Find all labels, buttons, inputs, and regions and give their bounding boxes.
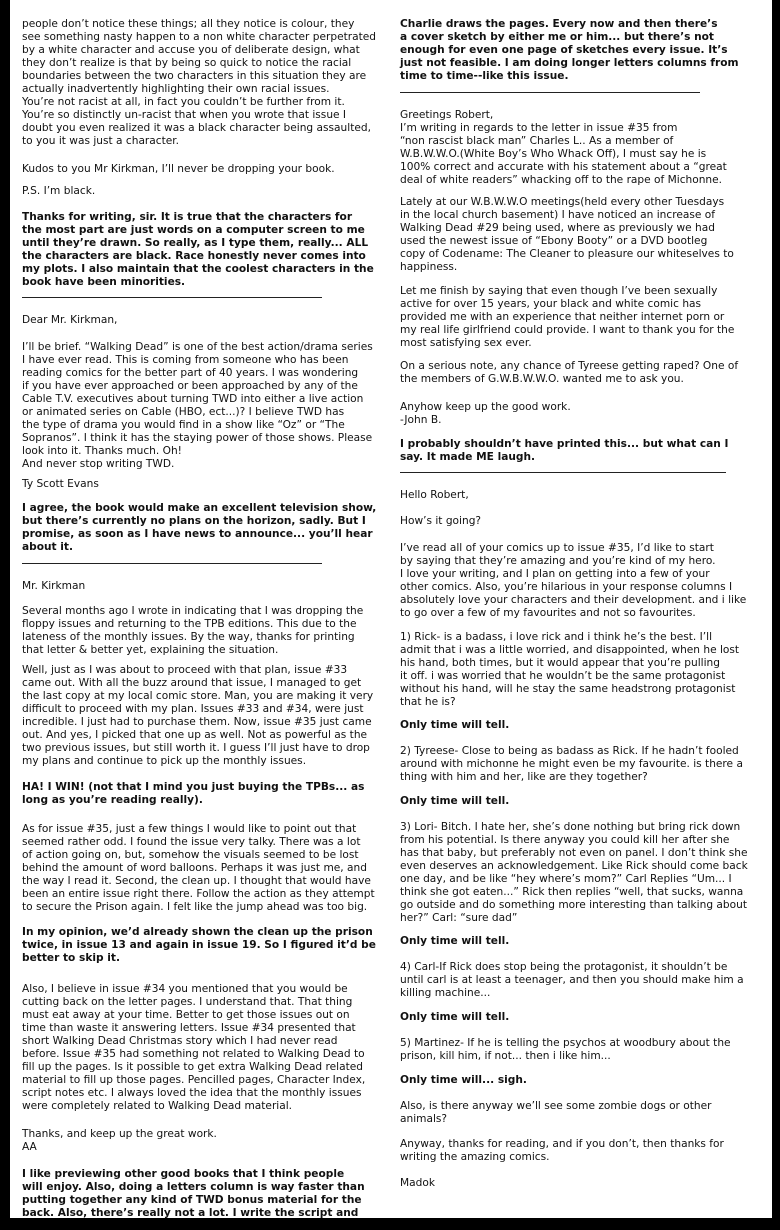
letter-paragraph: On a serious note, any chance of Tyreese getting raped? One of the members of G.W.B.W.W.O. wanted me to ask you.	[400, 360, 739, 385]
letter-paragraph: As for issue #35, just a few things I would like to point out that seemed rather odd. I found the issue very talky. There was a lot of action going on, but, somehow the visuals seemed to be lost behind the amount of word balloons. Perhaps it was just me, and the way I read it. Second, the clean up. I thought that would have been an entire issue right there. Follow the action as they attempt to secure the Prison again. I felt like the jump ahead was too big.	[22, 823, 375, 913]
letter-paragraph: Greetings Robert, I’m writing in regards to the letter in issue #35 from “non rascist black man” Charles L.. As a member of W.B.W.W.O.(White Boy’s Who Whack Off), I must say he is 100% correct and accurate with his statement about a “great deal of white readers” whacking off to the rape of Michonne.	[400, 109, 727, 186]
editor-response: Only time will tell.	[400, 1011, 510, 1023]
letter-paragraph: Hello Robert,	[400, 489, 469, 501]
editor-response: Charlie draws the pages. Every now and then there’s a cover sketch by either me or him... but there’s not enough for even one page of sketches every issue. It’s just not feasible. I am doing longer letters columns from time to time--like this issue.	[400, 18, 739, 82]
editor-response: Only time will tell.	[400, 719, 510, 731]
letter-paragraph: Let me finish by saying that even though I’ve been sexually active for over 15 years, your black and white comic has provided me with an experience that neither internet porn or my real life girlfriend could provide. I want to thank you for the most satisfying sex ever.	[400, 285, 735, 349]
letter-paragraph: Madok	[400, 1177, 435, 1189]
letter-paragraph: 4) Carl-If Rick does stop being the protagonist, it shouldn’t be until carl is at least a teenager, and then you should make him a killing machine...	[400, 961, 744, 999]
editor-response: I agree, the book would make an excellent television show, but there’s currently no plans on the horizon, sadly. But I promise, as soon as I have news to announce... you’ll hear about it.	[22, 502, 377, 553]
editor-response: Only time will tell.	[400, 795, 510, 807]
letter-paragraph: Kudos to you Mr Kirkman, I’ll never be dropping your book.	[22, 163, 335, 175]
letter-paragraph: Ty Scott Evans	[22, 478, 99, 490]
letter-paragraph: I’ve read all of your comics up to issue #35, I’d like to start by saying that they’re amazing and you’re kind of my hero. I love your writing, and I plan on getting into a few of your other comics. Also, you’re hilarious in your response columns I absolutely love your characters and their development. and i like to go over a few of my favourites and not so favourites.	[400, 542, 747, 619]
editor-response: I like previewing other good books that I think people will enjoy. Also, doing a letters column is way faster than putting together any kind of TWD bonus material for the back. Also, there’s really not a lot. I write the script and	[22, 1168, 365, 1219]
letter-paragraph: Mr. Kirkman	[22, 580, 86, 592]
letter-paragraph: Dear Mr. Kirkman,	[22, 314, 118, 326]
letter-paragraph: Thanks, and keep up the great work. AA	[22, 1128, 217, 1153]
editor-response: Only time will... sigh.	[400, 1074, 527, 1086]
section-divider	[400, 92, 700, 93]
letter-paragraph: people don’t notice these things; all they notice is colour, they see something nasty happen to a non white character perpetrated by a white character and accuse you of deliberate design, what they don’t realize is that by being so quick to notice the racial boundaries between the two characters in this situation they are actually inadvertently highlighting their own racial issues. You’re not racist at all, in fact you couldn’t be further from it. You’re so distinctly un-racist that when you wrote that issue I doubt you even realized it was a black character being assaulted, to you it was just a character.	[22, 18, 376, 147]
letter-paragraph: Lately at our W.B.W.W.O meetings(held every other Tuesdays in the local church basement) I have noticed an increase of Walking Dead #29 being used, where as previously we had used the newest issue of “Ebony Booty” or a DVD bootleg copy of Codename: The Cleaner to pleasure our whiteselves to happiness.	[400, 196, 734, 273]
letter-paragraph: 2) Tyreese- Close to being as badass as Rick. If he hadn’t fooled around with michonne he might even be my favourite. is there a thing with him and her, like are they together?	[400, 745, 743, 783]
letter-paragraph: Anyway, thanks for reading, and if you don’t, then thanks for writing the amazing comics.	[400, 1138, 724, 1163]
section-divider	[22, 563, 322, 564]
letter-paragraph: I’ll be brief. “Walking Dead” is one of the best action/drama series I have ever read. This is coming from someone who has been reading comics for the better part of 40 years. I was wondering if you have ever approached or been approached by any of the Cable T.V. executives about turning TWD into either a live action or animated series on Cable (HBO, ect...)? I believe TWD has the type of drama you would find in a show like “Oz” or “The Sopranos”. I think it has the staying power of those shows. Please look into it. Thanks much. Oh! And never stop writing TWD.	[22, 341, 373, 470]
section-divider	[400, 472, 726, 473]
letters-page	[10, 0, 772, 1218]
editor-response: I probably shouldn’t have printed this... but what can I say. It made ME laugh.	[400, 438, 729, 463]
letter-paragraph: 1) Rick- is a badass, i love rick and i think he’s the best. I’ll admit that i was a little worried, and disappointed, when he lost his hand, both times, but it would appear that you’re pulling it off. i was worried that he wouldn’t be the same protagonist without his hand, will he stay the same headstrong protagonist that he is?	[400, 631, 740, 708]
letter-paragraph: Also, I believe in issue #34 you mentioned that you would be cutting back on the letter pages. I understand that. That thing must eat away at your time. Better to get those issues out on time than waste it answering letters. Issue #34 presented that short Walking Dead Christmas story which I had never read before. Issue #35 had something not related to Walking Dead to fill up the pages. Is it possible to get extra Walking Dead related material to fill up those pages. Pencilled pages, Character Index, script notes etc. I always loved the idea that the monthly issues were completely related to Walking Dead material.	[22, 983, 366, 1112]
editor-response: In my opinion, we’d already shown the clean up the prison twice, in issue 13 and again in issue 19. So I figured it’d be better to skip it.	[22, 926, 376, 964]
letter-paragraph: Anyhow keep up the good work. -John B.	[400, 401, 571, 426]
letter-paragraph: P.S. I’m black.	[22, 185, 96, 197]
letter-paragraph: Well, just as I was about to proceed with that plan, issue #33 came out. With all the buzz around that issue, I managed to get the last copy at my local comic store. Man, you are making it very difficult to proceed with my plan. Issues #33 and #34, were just incredible. I just had to purchase them. Now, issue #35 just came out. And yes, I picked that one up as well. Not as powerful as the two previous issues, but still worth it. I guess I’ll just have to drop my plans and continue to pick up the monthly issues.	[22, 664, 374, 767]
letter-paragraph: 5) Martinez- If he is telling the psychos at woodbury about the prison, kill him, if not... then i like him...	[400, 1037, 731, 1062]
section-divider	[22, 297, 322, 298]
letter-paragraph: 3) Lori- Bitch. I hate her, she’s done nothing but bring rick down from his potential. Is there anyway you could kill her after she has that baby, but preferably not even on panel. I don’t think she even deserves an acknowledgement. Like Rick should come back one day, and be like “hey where’s mom?” Carl Replies “Um... I think she got eaten...” Rick then replies “well, that sucks, wanna go outside and do something more interesting than talking about her?” Carl: “sure dad”	[400, 821, 748, 924]
letter-paragraph: Also, is there anyway we’ll see some zombie dogs or other animals?	[400, 1100, 712, 1125]
letter-paragraph: How’s it going?	[400, 515, 482, 527]
editor-response: Only time will tell.	[400, 935, 510, 947]
letter-paragraph: Several months ago I wrote in indicating that I was dropping the floppy issues and returning to the TPB editions. This due to the lateness of the monthly issues. By the way, thanks for printing that letter & better yet, explaining the situation.	[22, 605, 364, 656]
editor-response: HA! I WIN! (not that I mind you just buying the TPBs... as long as you’re reading really).	[22, 781, 365, 806]
editor-response: Thanks for writing, sir. It is true that the characters for the most part are just words on a computer screen to me until they’re drawn. So really, as I type them, really... ALL the characters are black. Race honestly never comes into my plots. I also maintain that the coolest characters in the book have been minorities.	[22, 211, 374, 288]
